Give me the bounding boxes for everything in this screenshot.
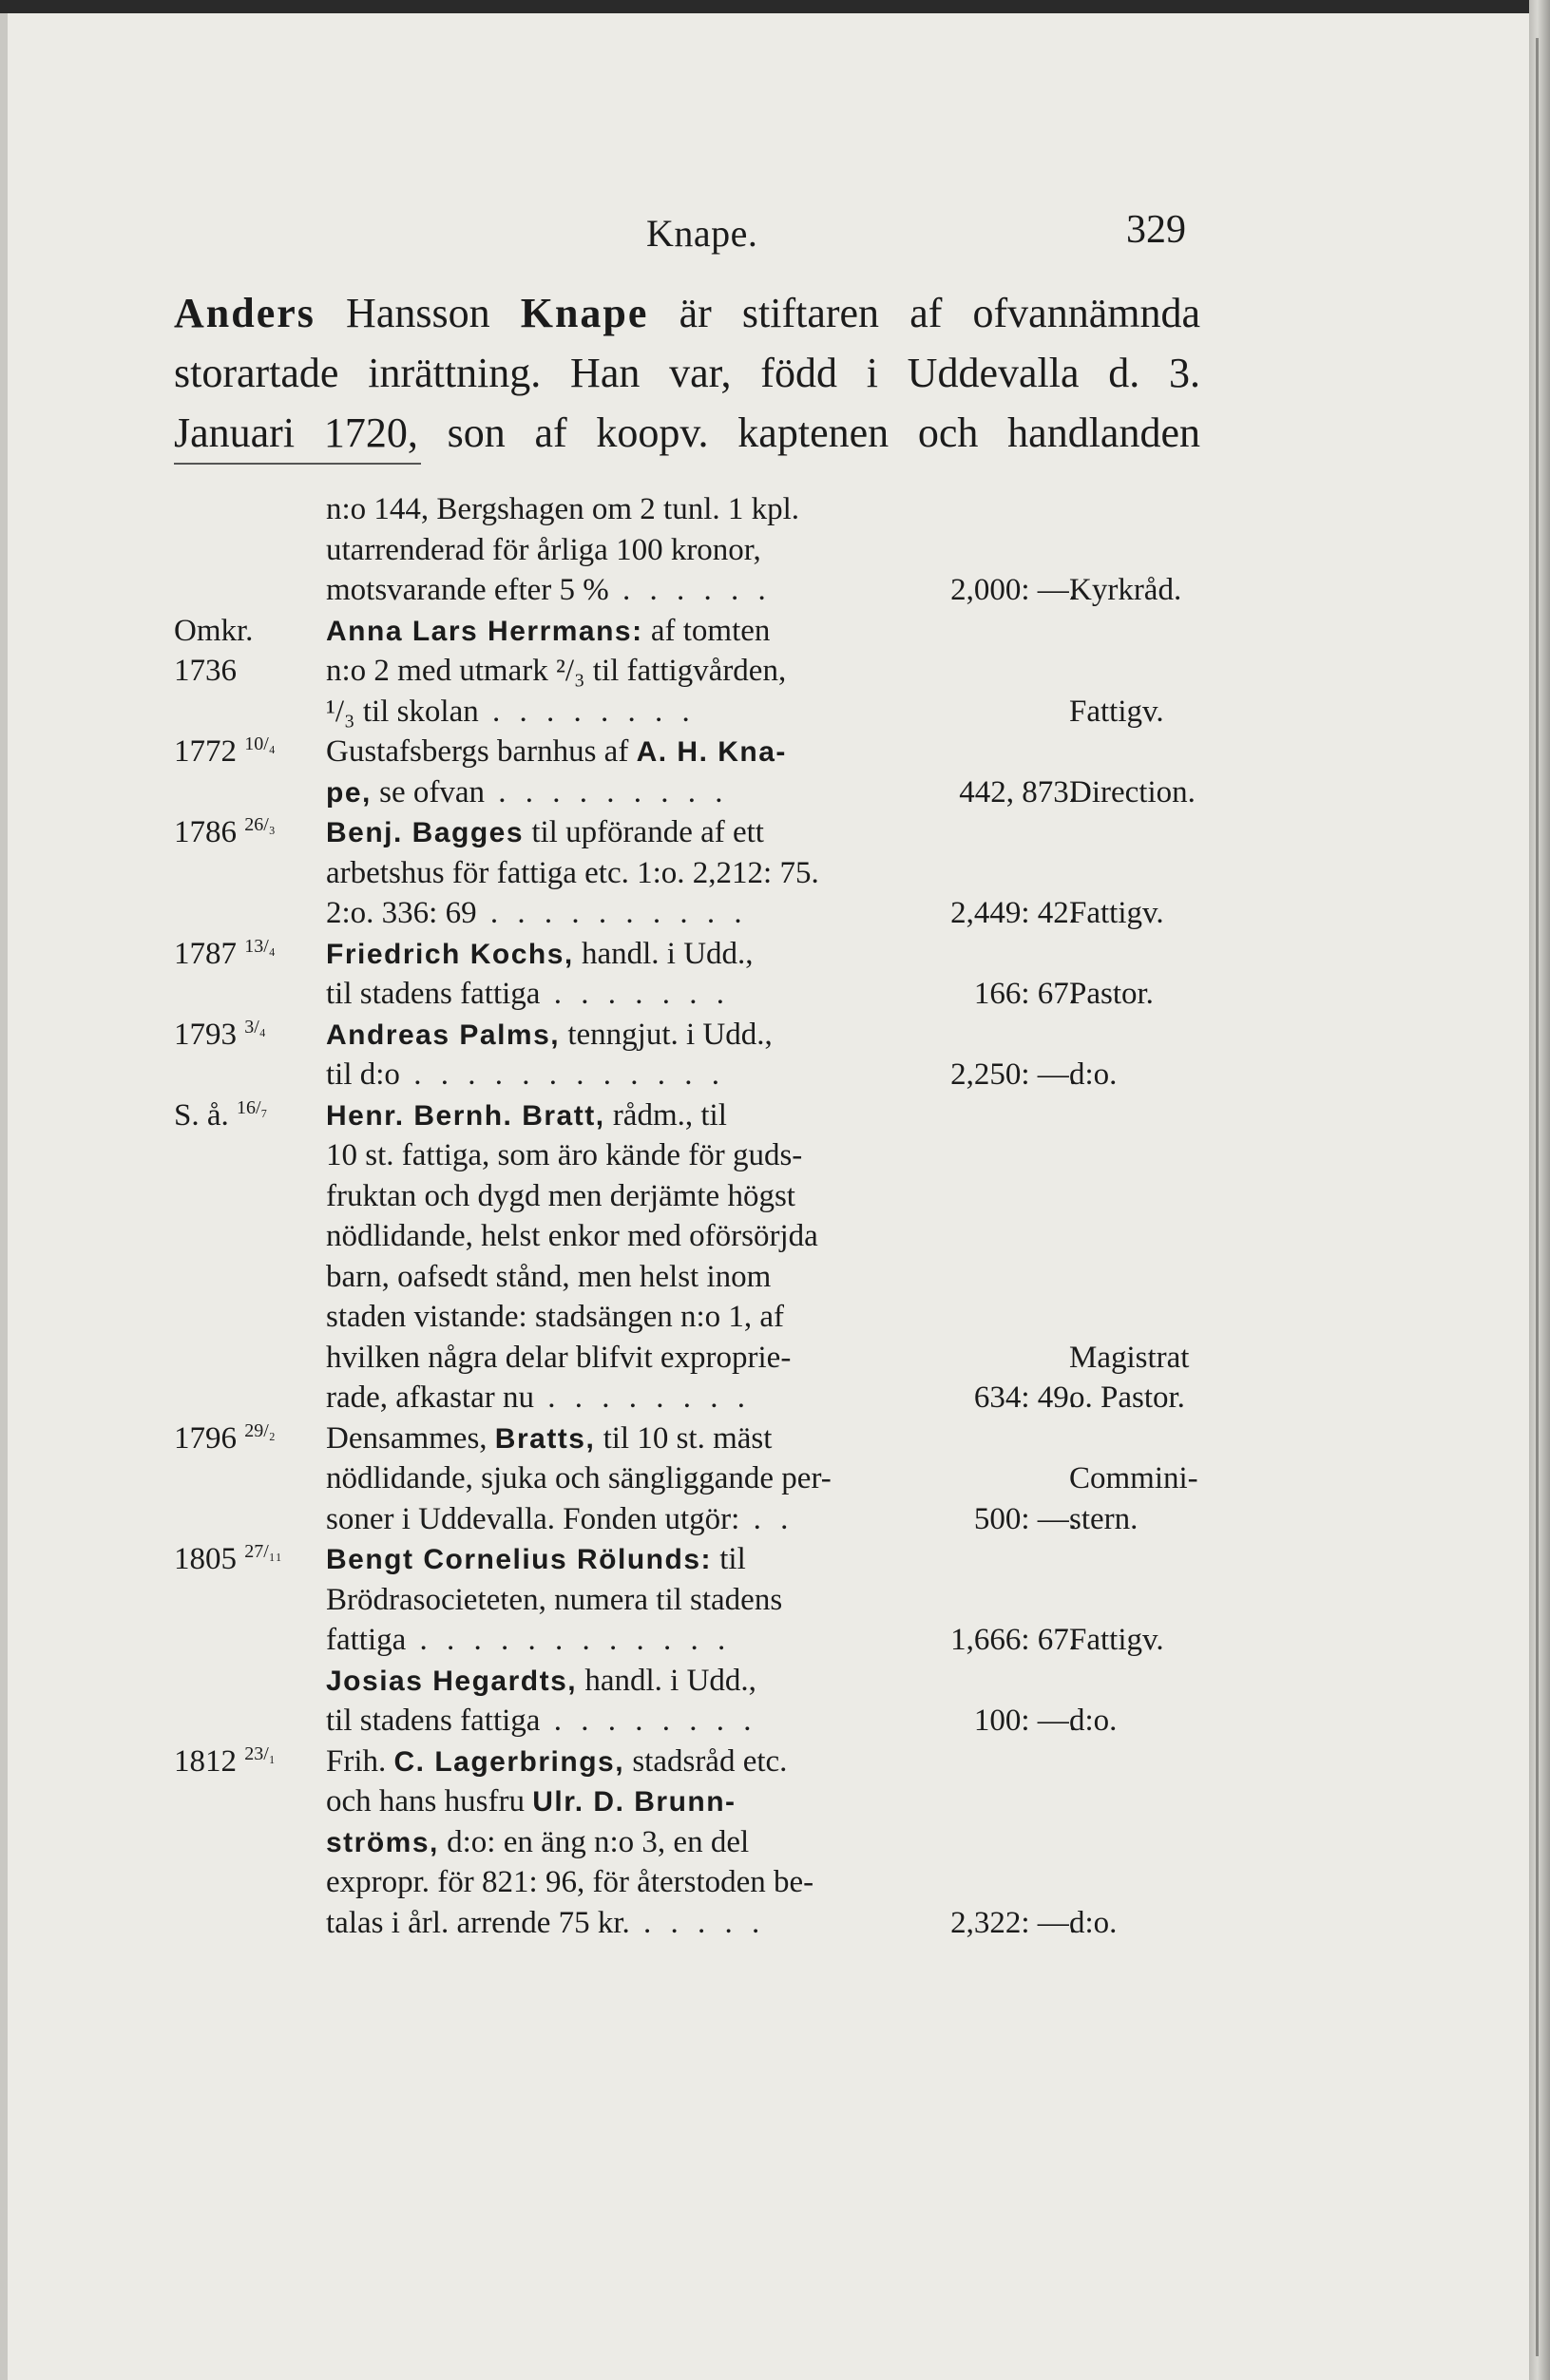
entry-line (174, 1822, 1200, 1863)
entry-description: se ofvan (371, 774, 485, 809)
entry-description: utarrenderad för årliga 100 kronor, (326, 532, 761, 567)
entry-line (174, 651, 1200, 692)
date-fraction: 26/₃ (244, 814, 276, 835)
entry-text (326, 1095, 1086, 1137)
entry-line (174, 1539, 1200, 1580)
entry-text (326, 1257, 1086, 1298)
entry-description: d:o: en äng n:o 3, en del (438, 1824, 750, 1859)
entry-line (174, 772, 1200, 813)
intro-text: är stiftaren af ofvannämnda (648, 290, 1200, 336)
entry-description: motsvarande efter 5 % (326, 573, 609, 607)
page-header (0, 207, 1550, 264)
leader-dots: . . . . . (629, 1905, 766, 1940)
footnote-rule (174, 463, 421, 465)
entry-line (174, 1661, 1200, 1702)
name-anders: Anders (174, 290, 316, 336)
entry-amount: 166: 67. (973, 977, 1077, 1011)
entry-line (174, 530, 1200, 571)
entry-description: tenngjut. i Udd., (560, 1017, 773, 1052)
leader-dots: . . . . . . . . . (485, 774, 729, 809)
entry-text (326, 651, 1086, 692)
donor-name: A. H. Kna- (636, 736, 787, 768)
donation-entry (174, 1742, 1200, 1944)
entry-amount: 500: —. (973, 1501, 1077, 1536)
donation-entry (174, 934, 1200, 1015)
entry-administrator: stern. (1069, 1501, 1139, 1536)
entry-text (326, 732, 1086, 773)
scan-border-top (0, 0, 1550, 13)
entry-description: 2:o. 336: 69 (326, 896, 477, 930)
intro-line-3: Januari 1720, son af koopv. kaptenen och handlanden (174, 409, 1200, 456)
donation-entry (174, 1015, 1200, 1095)
entry-description: ¹/₃ til skolan (326, 694, 479, 729)
entry-date: 1736 (174, 654, 237, 688)
donor-name: Ulr. D. Brunn- (532, 1786, 737, 1818)
entry-line (174, 1701, 1200, 1742)
entry-date: 1812 $^{23/_1}$ (174, 1742, 276, 1779)
entry-description: til d:o (326, 1057, 400, 1092)
entry-line (174, 611, 1200, 652)
donation-entry (174, 1418, 1200, 1540)
donation-list (174, 489, 1200, 1943)
entry-description: fruktan och dygd men derjämte högst (326, 1178, 795, 1213)
entry-amount: 634: 49. (973, 1380, 1077, 1415)
entry-text (326, 1176, 1086, 1217)
entry-description: soner i Uddevalla. Fonden utgör: (326, 1501, 740, 1536)
entry-date: 1805 $^{27/_{11}}$ (174, 1541, 282, 1576)
donor-name: Henr. Bernh. Bratt, (326, 1099, 605, 1132)
leader-dots: . . . . . . . . . . (476, 896, 748, 930)
entry-text (326, 692, 1086, 733)
entry-amount: 1,666: 67. (950, 1623, 1077, 1657)
entry-description: arbetshus för fattiga etc. 1:o. 2,212: 75. (326, 855, 819, 890)
entry-line (174, 893, 1200, 934)
entry-amount: 2,322: —. (950, 1905, 1077, 1940)
entry-description: til stadens fattiga (326, 977, 541, 1011)
entry-administrator: Kyrkråd. (1069, 573, 1182, 607)
entry-administrator: Direction. (1069, 774, 1196, 809)
entry-line (174, 1015, 1200, 1056)
entry-description: barn, oafsedt stånd, men helst inom (326, 1259, 772, 1294)
leader-dots: . . . . . . . . (478, 694, 696, 729)
donation-entry (174, 732, 1200, 812)
entry-description: til 10 st. mäst (595, 1420, 773, 1456)
entry-administrator: d:o. (1069, 1905, 1118, 1940)
entry-description: Densammes, (326, 1420, 495, 1456)
entry-description: hvilken några delar blifvit exproprie- (326, 1340, 792, 1375)
intro-line-2: storartade inrättning. Han var, född i Uddevalla d. 3. (174, 350, 1200, 396)
scan-edge-line (1536, 38, 1539, 2356)
donor-name: Bengt Cornelius Rölunds: (326, 1544, 712, 1575)
donor-name: Bratts, (494, 1422, 596, 1455)
entry-text (326, 1580, 1086, 1621)
leader-dots: . . . . . . . . . . . . (406, 1623, 732, 1657)
donor-name: C. Lagerbrings, (393, 1745, 625, 1778)
entry-line (174, 1135, 1200, 1176)
entry-line (174, 692, 1200, 733)
entry-line (174, 1418, 1200, 1459)
leader-dots: . . . . . . . . (533, 1380, 751, 1415)
entry-date: 1796 $^{29/_2}$ (174, 1419, 276, 1456)
leader-dots: . . . . . . . . . . . . (399, 1057, 725, 1092)
entry-line (174, 1338, 1200, 1379)
donor-name: ströms, (326, 1826, 439, 1858)
entry-text (326, 611, 1086, 653)
entry-description: staden vistande: stadsängen n:o 1, af (326, 1300, 785, 1334)
entry-description: Gustafsbergs barnhus af (326, 734, 637, 769)
entry-line (174, 1742, 1200, 1782)
entry-description: 10 st. fattiga, som äro kände för guds- (326, 1138, 803, 1172)
entry-description: til (712, 1542, 746, 1576)
entry-text (326, 1216, 1086, 1257)
date-fraction: 10/₄ (244, 733, 276, 754)
entry-text (326, 1822, 1086, 1864)
scan-border-right (1529, 0, 1550, 2380)
intro-text: Hansson (315, 290, 521, 336)
entry-description: n:o 144, Bergshagen om 2 tunl. 1 kpl. (326, 492, 800, 526)
scan-border-left (0, 13, 8, 2380)
intro-line-1 (174, 283, 1200, 343)
entry-description: stadsråd etc. (624, 1743, 788, 1779)
donation-entry (174, 1661, 1200, 1742)
donor-name: Friedrich Kochs, (326, 938, 574, 970)
entry-description: Frih. (326, 1743, 394, 1779)
entry-description: nödlidande, sjuka och sängliggande per- (326, 1461, 832, 1495)
donation-entry (174, 611, 1200, 733)
date-fraction: 13/₄ (244, 935, 276, 957)
entry-description: af tomten (642, 613, 771, 648)
date-fraction: 3/₄ (244, 1016, 266, 1038)
entry-date: 1772 $^{10/_4}$ (174, 733, 276, 769)
entry-administrator: Magistrat (1069, 1340, 1190, 1375)
entry-description: til stadens fattiga (326, 1704, 541, 1738)
entry-line (174, 489, 1200, 530)
entry-line (174, 570, 1200, 611)
entry-text (326, 530, 1086, 571)
entry-administrator: d:o. (1069, 1704, 1118, 1738)
donor-name: Josias Hegardts, (326, 1665, 578, 1697)
entry-administrator: Fattigv. (1069, 896, 1164, 930)
entry-amount: 2,000: —. (950, 573, 1077, 607)
entry-description: expropr. för 821: 96, för återstoden be- (326, 1865, 814, 1899)
entry-text (326, 1338, 1086, 1379)
leader-dots: . . . . . . . . (540, 1704, 757, 1738)
entry-text (326, 1539, 1086, 1581)
entry-line (174, 853, 1200, 894)
donor-name: Andreas Palms, (326, 1019, 561, 1051)
entry-description: Brödrasocieteten, numera til stadens (326, 1582, 783, 1617)
entry-administrator: d:o. (1069, 1057, 1118, 1092)
donation-entry (174, 489, 1200, 611)
name-knape: Knape (520, 290, 649, 336)
entry-text (326, 1781, 1086, 1823)
entry-line (174, 1580, 1200, 1621)
entry-administrator: Fattigv. (1069, 1623, 1164, 1657)
entry-line (174, 1862, 1200, 1903)
entry-line (174, 812, 1200, 853)
entry-administrator: Commini- (1069, 1461, 1198, 1495)
donation-entry (174, 1095, 1200, 1418)
entry-amount: 100: —. (973, 1704, 1077, 1738)
entry-description: nödlidande, helst enkor med oförsörjda (326, 1219, 818, 1253)
leader-dots: . . . . . . (608, 573, 772, 607)
date-fraction: 23/₁ (244, 1742, 276, 1764)
running-head: Knape. (646, 212, 758, 255)
entry-text (326, 853, 1086, 894)
entry-date: Omkr. (174, 613, 254, 648)
entry-amount: 2,449: 42. (950, 896, 1077, 930)
entry-administrator: Pastor. (1069, 977, 1154, 1011)
entry-description: fattiga (326, 1623, 407, 1657)
entry-description: rådm., til (604, 1097, 727, 1133)
entry-amount: 442, 873. (959, 774, 1077, 809)
donation-entry (174, 1539, 1200, 1661)
entry-description: til upförande af ett (524, 815, 764, 849)
entry-line (174, 1055, 1200, 1095)
entry-line (174, 1903, 1200, 1944)
leader-dots: . . (739, 1501, 794, 1536)
date-fraction: 16/₇ (237, 1096, 268, 1118)
entry-text (326, 1418, 1086, 1460)
entry-text (326, 934, 1086, 976)
intro-paragraph (174, 283, 1200, 463)
leader-dots: . . . . . . . (540, 977, 730, 1011)
entry-line (174, 1216, 1200, 1257)
entry-description: handl. i Udd., (577, 1663, 756, 1698)
entry-line (174, 1378, 1200, 1418)
entry-text (326, 1297, 1086, 1338)
entry-line (174, 1458, 1200, 1499)
entry-line (174, 1781, 1200, 1822)
entry-administrator: o. Pastor. (1069, 1380, 1185, 1415)
entry-line (174, 1620, 1200, 1661)
donor-name: Anna Lars Herrmans: (326, 615, 643, 647)
entry-line (174, 732, 1200, 772)
entry-description: handl. i Udd., (573, 936, 754, 971)
entry-line (174, 974, 1200, 1015)
entry-administrator: Fattigv. (1069, 694, 1164, 729)
entry-description: n:o 2 med utmark ²/₃ til fattigvården, (326, 654, 787, 688)
entry-text (326, 1135, 1086, 1176)
entry-text (326, 1862, 1086, 1903)
page-number: 329 (1126, 208, 1186, 252)
donor-name: pe, (326, 776, 372, 809)
entry-text (326, 489, 1086, 530)
date-fraction: 27/₁₁ (244, 1541, 282, 1562)
entry-text (326, 1458, 1086, 1499)
entry-amount: 2,250: —. (950, 1057, 1077, 1092)
entry-line (174, 1176, 1200, 1217)
date-fraction: 29/₂ (244, 1419, 276, 1441)
entry-text (326, 1742, 1086, 1783)
entry-date: S. å. $^{16/_7}$ (174, 1096, 268, 1133)
entry-line (174, 1499, 1200, 1540)
entry-description: talas i årl. arrende 75 kr. (326, 1905, 630, 1940)
entry-text (326, 812, 1086, 854)
entry-text (326, 1661, 1086, 1703)
entry-text (326, 1015, 1086, 1057)
entry-date: 1787 $^{13/_4}$ (174, 935, 276, 971)
entry-description: rade, afkastar nu (326, 1380, 534, 1415)
entry-date: 1786 $^{26/_3}$ (174, 814, 276, 849)
donation-entry (174, 812, 1200, 934)
entry-line (174, 1257, 1200, 1298)
entry-line (174, 1095, 1200, 1136)
entry-date: 1793 $^{3/_4}$ (174, 1016, 266, 1052)
entry-line (174, 934, 1200, 975)
entry-line (174, 1297, 1200, 1338)
donor-name: Benj. Bagges (326, 817, 525, 848)
entry-description: och hans husfru (326, 1784, 533, 1818)
